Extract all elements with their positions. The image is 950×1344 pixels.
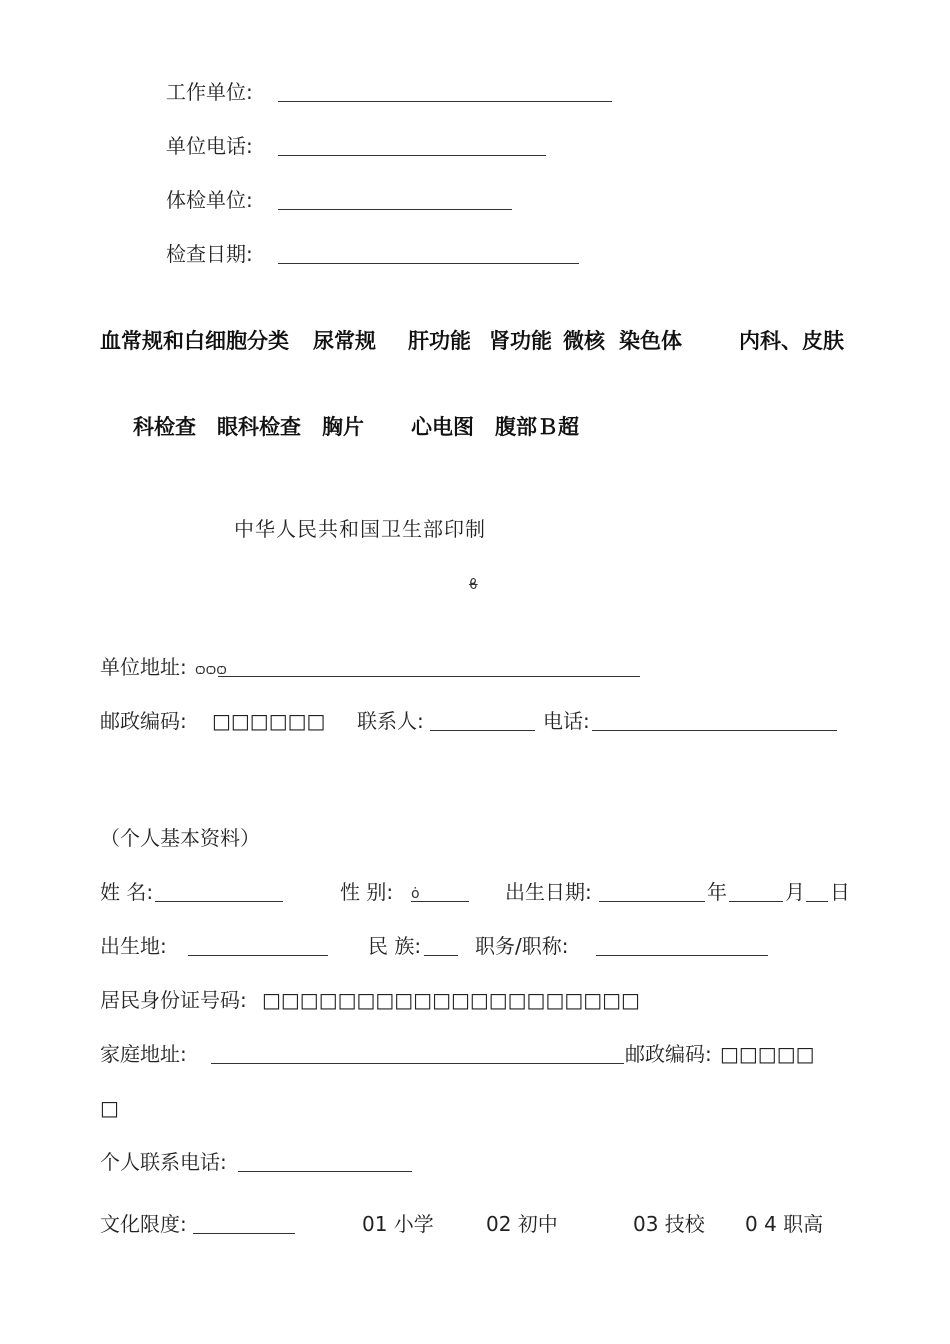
gender-label: 性 别: <box>340 880 394 904</box>
unit-address-field[interactable] <box>218 676 640 677</box>
exam-unit-field[interactable] <box>278 209 512 210</box>
work-unit-field[interactable] <box>278 101 612 102</box>
name-label: 姓 名: <box>100 880 154 904</box>
education-option-junior-high[interactable]: 02 初中 <box>486 1212 558 1236</box>
birth-year-field[interactable] <box>599 901 705 902</box>
unit-phone2-field[interactable] <box>592 730 837 731</box>
gender-mark: ȯ <box>411 886 420 902</box>
name-field[interactable] <box>155 901 283 902</box>
exam-item-liver-function: 肝功能 <box>408 329 471 353</box>
contact-label: 联系人: <box>357 709 424 733</box>
education-label: 文化限度: <box>100 1212 187 1236</box>
id-boxes[interactable]: □□□□□□□□□□□□□□□□□□□□ <box>262 988 640 1012</box>
birth-month-field[interactable] <box>729 901 783 902</box>
exam-item-chest-xray: 胸片 <box>322 415 364 439</box>
day-label: 日 <box>830 880 850 904</box>
exam-item-internal-skin: 内科、皮肤 <box>739 329 844 353</box>
education-option-technical-school[interactable]: 03 技校 <box>633 1212 705 1236</box>
education-field[interactable] <box>193 1233 295 1234</box>
exam-item-urine-routine: 尿常规 <box>313 329 376 353</box>
exam-item-department-check: 科检查 <box>133 415 196 439</box>
work-unit-label: 工作单位: <box>166 80 253 104</box>
exam-item-kidney-function: 肾功能 <box>489 329 552 353</box>
printer-line: 中华人民共和国卫生部印制 <box>234 517 486 541</box>
birthplace-label: 出生地: <box>100 934 167 958</box>
ethnicity-field[interactable] <box>424 955 458 956</box>
unit-phone2-label: 电话: <box>543 709 590 733</box>
exam-item-abdominal-ultrasound: 腹部Ｂ超 <box>495 415 579 439</box>
personal-phone-label: 个人联系电话: <box>100 1150 227 1174</box>
unit-postcode-label: 邮政编码: <box>100 709 187 733</box>
gender-field[interactable] <box>411 901 469 902</box>
unit-phone-field[interactable] <box>278 155 546 156</box>
exam-item-blood-routine: 血常规和白细胞分类 <box>100 329 289 353</box>
home-address-label: 家庭地址: <box>100 1042 187 1066</box>
contact-field[interactable] <box>430 730 535 731</box>
birthdate-label: 出生日期: <box>505 880 592 904</box>
exam-item-chromosome: 染色体 <box>619 329 682 353</box>
home-address-field[interactable] <box>211 1063 624 1064</box>
exam-date-field[interactable] <box>278 263 579 264</box>
home-postcode-label: 邮政编码: <box>625 1042 712 1066</box>
unit-address-label: 单位地址: <box>100 655 187 679</box>
month-label: 月 <box>785 880 805 904</box>
education-option-vocational-high[interactable]: 0 4 职高 <box>745 1212 824 1236</box>
ethnicity-label: 民 族: <box>368 934 422 958</box>
education-option-primary[interactable]: 01 小学 <box>362 1212 434 1236</box>
exam-unit-label: 体检单位: <box>166 188 253 212</box>
unit-phone-label: 单位电话: <box>166 134 253 158</box>
birth-day-field[interactable] <box>806 901 828 902</box>
personal-section-title: （个人基本资料） <box>100 826 260 850</box>
title-field[interactable] <box>596 955 768 956</box>
home-postcode-boxes[interactable]: □□□□□ <box>720 1042 815 1066</box>
title-label: 职务/职称: <box>475 934 569 958</box>
unit-postcode-boxes[interactable]: □□□□□□ <box>212 709 326 733</box>
home-postcode-extra-box[interactable]: □ <box>100 1096 119 1120</box>
birthplace-field[interactable] <box>188 955 328 956</box>
id-label: 居民身份证号码: <box>100 988 247 1012</box>
exam-item-ecg: 心电图 <box>411 415 474 439</box>
year-label: 年 <box>707 880 727 904</box>
unit-address-marks: ѻѻѻ <box>195 662 227 678</box>
exam-date-label: 检查日期: <box>166 242 253 266</box>
page-mark: ϐ <box>469 577 478 593</box>
exam-item-eye-check: 眼科检查 <box>217 415 301 439</box>
personal-phone-field[interactable] <box>238 1171 412 1172</box>
exam-item-micronucleus: 微核 <box>563 329 605 353</box>
